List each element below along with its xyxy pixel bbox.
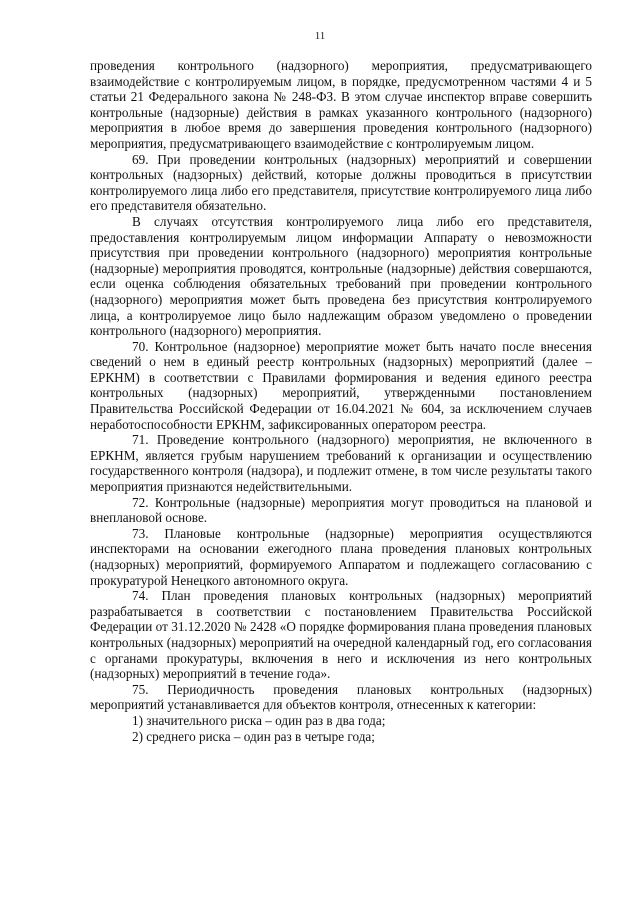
paragraph-69: 69. При проведении контрольных (надзорных) мероприятий и совершении контрольных (надзорных) действий, которые должны проводиться в присутствии контролируемого лица либо его представителя, присутствие контролируемого лица либо его представителя обязательно. xyxy=(90,151,592,214)
paragraph-69-absence: В случаях отсутствия контролируемого лица либо его представителя, предоставления контролируемым лицом информации Аппарату о невозможности присутствия при проведении контрольного (надзорного) мероприятия контрольные (надзорные) мероприятия проводятся, контрольные (надзорные) действия совершаются, если оценка соблюдения обязательных требований при проведении контрольного (надзорного) мероприятия может быть проведена без присутствия контролируемого лица, а контролируемое лицо было надлежащим образом уведомлено о проведении контрольного (надзорного) мероприятия. xyxy=(90,213,592,339)
page-number: 11 xyxy=(314,30,326,42)
list-item-significant-risk: 1) значительного риска – один раз в два года; xyxy=(132,712,386,728)
paragraph-71: 71. Проведение контрольного (надзорного) мероприятия, не включенного в ЕРКНМ, является грубым нарушением требований к организации и осуществлению государственного контроля (надзора), и подлежит отмене, в том числе результаты такого мероприятия признаются недействительными. xyxy=(90,432,592,495)
paragraph-72: 72. Контрольные (надзорные) мероприятия могут проводиться на плановой и внеплановой основе. xyxy=(90,494,592,526)
paragraph-continuation: проведения контрольного (надзорного) мероприятия, предусматривающего взаимодействие с контролируемым лицом, в порядке, предусмотренном частями 4 и 5 статьи 21 Федерального закона № 248-ФЗ. В этом случае инспектор вправе совершить контрольные (надзорные) действия в рамках указанного контрольного (надзорного) мероприятия в любое время до завершения проведения контрольного (надзорного) мероприятия, предусматривающего взаимодействие с контролируемым лицом. xyxy=(90,58,592,151)
list-item-medium-risk: 2) среднего риска – один раз в четыре года; xyxy=(132,728,375,744)
paragraph-74: 74. План проведения плановых контрольных (надзорных) мероприятий разрабатывается в соответствии с постановлением Правительства Российской Федерации от 31.12.2020 № 2428 «О порядке формирования плана проведения плановых контрольных (надзорных) мероприятий на очередной календарный год, его согласования с органами прокуратуры, включения в него и исключения из него контрольных (надзорных) мероприятий в течение года». xyxy=(90,588,592,682)
paragraph-73: 73. Плановые контрольные (надзорные) мероприятия осуществляются инспекторами на основании ежегодного плана проведения плановых контрольных (надзорных) мероприятий, формируемого Аппаратом и подлежащего согласованию с прокуратурой Ненецкого автономного округа. xyxy=(90,525,592,588)
document-body xyxy=(90,58,592,744)
paragraph-70: 70. Контрольное (надзорное) мероприятие может быть начато после внесения сведений о нем в единый реестр контрольных (надзорных) мероприятий (далее – ЕРКНМ) в соответствии с Правилами формирования и ведения единого реестра контрольных (надзорных) мероприятий, утвержденными постановлением Правительства Российской Федерации от 16.04.2021 № 604, за исключением случаев неработоспособности ЕРКНМ, зафиксированных оператором реестра. xyxy=(90,338,592,432)
paragraph-75: 75. Периодичность проведения плановых контрольных (надзорных) мероприятий устанавливается для объектов контроля, отнесенных к категории: xyxy=(90,681,592,713)
